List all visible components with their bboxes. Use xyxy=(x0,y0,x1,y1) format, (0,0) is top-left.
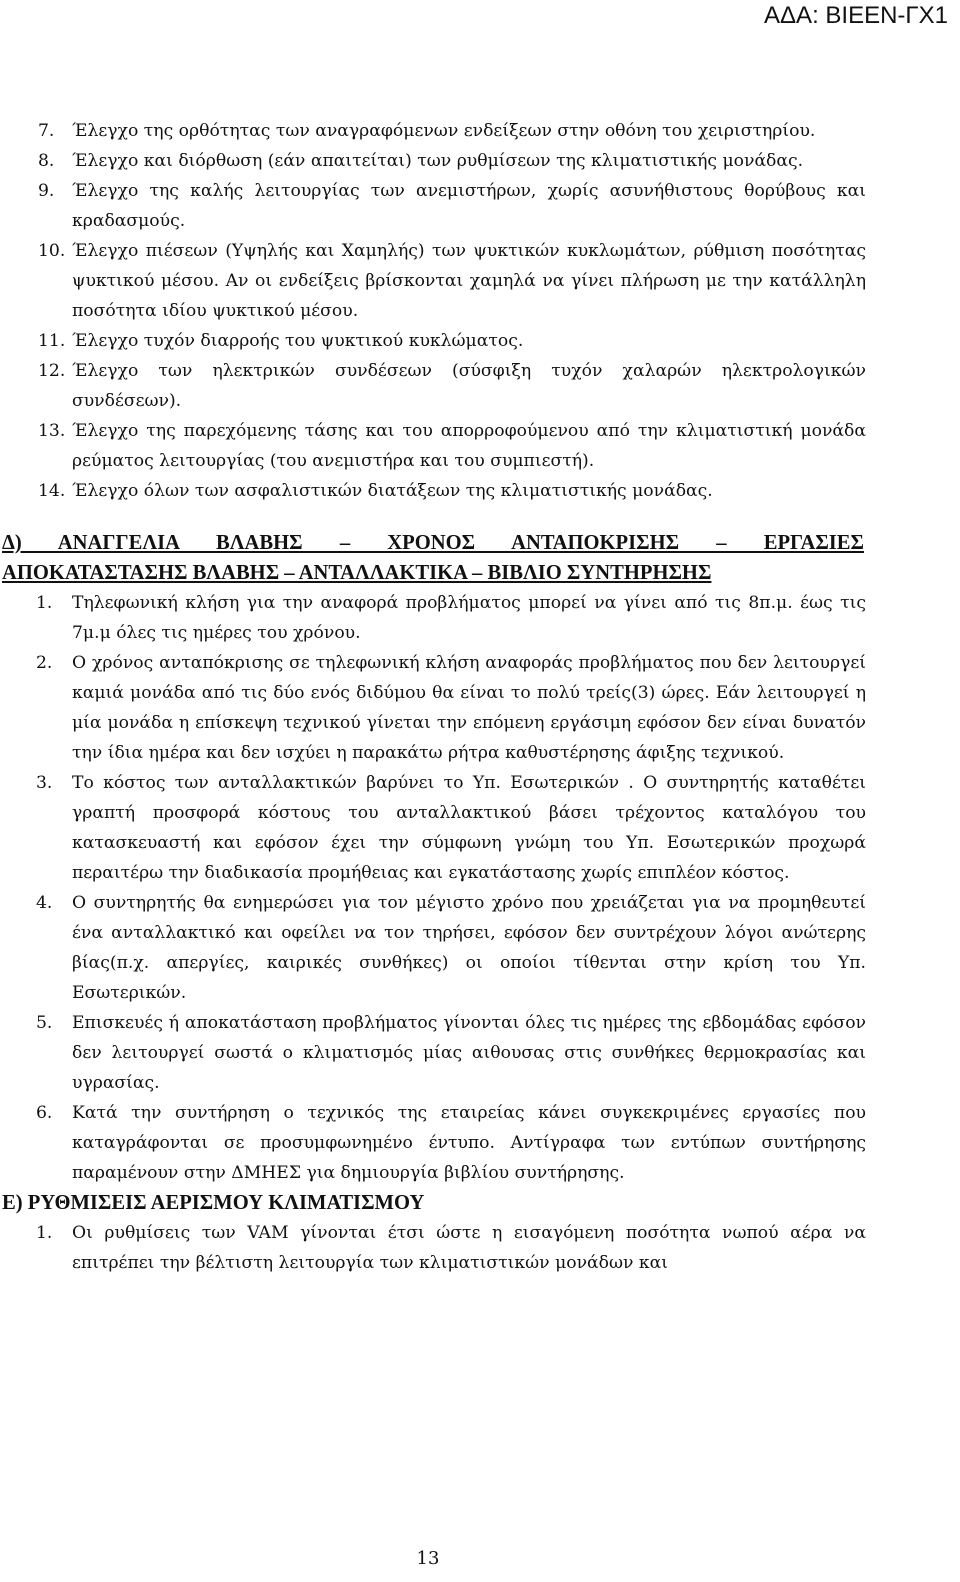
item-number: 7. xyxy=(38,121,55,141)
list-item xyxy=(0,146,960,176)
item-text: Κατά την συντήρηση ο τεχνικός της εταιρείας κάνει συγκεκριμένες εργασίες που καταγράφονται σε προσυμφωνημένο έντυπο. Αντίγραφα των εντύπων συντήρησης παραμένουν στην ΔΜΗΕΣ για δημιουργία βιβλίου συντήρησης. xyxy=(72,1103,866,1183)
item-number: 1. xyxy=(36,1223,53,1243)
item-number: 9. xyxy=(38,181,55,201)
page-number: 13 xyxy=(416,1548,440,1569)
item-text: Έλεγχο της καλής λειτουργίας των ανεμιστήρων, χωρίς ασυνήθιστους θορύβους και κραδασμούς. xyxy=(72,181,866,231)
section-d-heading xyxy=(0,528,960,588)
item-text: Έλεγχο της παρεχόμενης τάσης και του απορροφούμενου από την κλιματιστική μονάδα ρεύματος λειτουργίας (του ανεμιστήρα και του συμπιεστή). xyxy=(72,421,866,471)
item-number: 11. xyxy=(38,331,66,351)
item-text: Τηλεφωνική κλήση για την αναφορά προβλήματος μπορεί να γίνει από τις 8π.μ. έως τις 7μ.μ όλες τις ημέρες του χρόνου. xyxy=(72,593,866,643)
item-number: 8. xyxy=(38,151,55,171)
section-e-heading: Ε) ΡΥΘΜΙΣΕΙΣ ΑΕΡΙΣΜΟΥ ΚΛΙΜΑΤΙΣΜΟΥ xyxy=(2,1192,425,1214)
item-text: Έλεγχο τυχόν διαρροής του ψυκτικού κυκλώματος. xyxy=(72,331,524,351)
item-text: Έλεγχο των ηλεκτρικών συνδέσεων (σύσφιξη τυχόν χαλαρών ηλεκτρολογικών συνδέσεων). xyxy=(72,361,866,411)
item-number: 13. xyxy=(38,421,66,441)
section-d-heading-line2: ΑΠΟΚΑΤΑΣΤΑΣΗΣ ΒΛΑΒΗΣ – ΑΝΤΑΛΛΑΚΤΙΚΑ – ΒΙΒΛΙΟ ΣΥΝΤΗΡΗΣΗΣ xyxy=(2,562,712,584)
item-text: Έλεγχο της ορθότητας των αναγραφόμενων ενδείξεων στην οθόνη του χειριστηρίου. xyxy=(72,121,816,141)
item-number: 12. xyxy=(38,361,66,381)
item-number: 3. xyxy=(36,773,53,793)
list-item xyxy=(0,116,960,146)
document-page xyxy=(0,116,960,1278)
list-item xyxy=(0,588,960,648)
item-text: Ο συντηρητής θα ενημερώσει για τον μέγιστο χρόνο που χρειάζεται για να προμηθευτεί ένα ανταλλακτικό και οφείλει να τον τηρήσει, εφόσον δεν συντρέχουν λόγοι ανώτερης βίας(π.χ. απεργίες, καιρικές συνθήκες) οι οποίοι τίθενται στην κρίση του Υπ. Εσωτερικών. xyxy=(72,893,866,1003)
item-text: Το κόστος των ανταλλακτικών βαρύνει το Υπ. Εσωτερικών . Ο συντηρητής καταθέτει γραπτή προσφορά κόστους του ανταλλακτικού βάσει τρέχοντος καταλόγου του κατασκευαστή και εφόσον έχει την σύμφωνη γνώμη του Υπ. Εσωτερικών προχωρά περαιτέρω την διαδικασία προμήθειας και εγκατάστασης χωρίς επιπλέον κόστος. xyxy=(72,773,866,883)
maintenance-checklist xyxy=(0,116,960,506)
item-text: Επισκευές ή αποκατάσταση προβλήματος γίνονται όλες τις ημέρες της εβδομάδας εφόσον δεν λειτουργεί σωστά ο κλιματισμός μίας αιθουσας στις συνθήκες θερμοκρασίας και υγρασίας. xyxy=(72,1013,866,1093)
list-item xyxy=(0,1098,960,1188)
list-item xyxy=(0,1008,960,1098)
list-item xyxy=(0,416,960,476)
item-number: 10. xyxy=(38,241,66,261)
list-item xyxy=(0,648,960,768)
list-item xyxy=(0,1218,960,1278)
item-number: 5. xyxy=(36,1013,53,1033)
list-item xyxy=(0,768,960,888)
ada-code: ΑΔΑ: ΒΙΕΕΝ-ΓΧ1 xyxy=(764,2,948,29)
list-item xyxy=(0,236,960,326)
item-text: Έλεγχο όλων των ασφαλιστικών διατάξεων της κλιματιστικής μονάδας. xyxy=(72,481,713,501)
item-number: 2. xyxy=(36,653,53,673)
item-number: 6. xyxy=(36,1103,53,1123)
item-text: Ο χρόνος ανταπόκρισης σε τηλεφωνική κλήση αναφοράς προβλήματος που δεν λειτουργεί καμιά μονάδα από τις δύο ενός διδύμου θα είναι το πολύ τρείς(3) ώρες. Εάν λειτουργεί η μία μονάδα η επίσκεψη τεχνικού γίνεται την επόμενη εργάσιμη εφόσον δεν είναι δυνατόν την ίδια ημέρα και δεν ισχύει η παρακάτω ρήτρα καθυστέρησης άφιξης τεχνικού. xyxy=(72,653,866,763)
list-item xyxy=(0,326,960,356)
item-number: 1. xyxy=(36,593,53,613)
section-d-heading-line1: Δ) ΑΝΑΓΓΕΛΙΑ ΒΛΑΒΗΣ – ΧΡΟΝΟΣ ΑΝΤΑΠΟΚΡΙΣΗΣ – ΕΡΓΑΣΙΕΣ xyxy=(2,532,864,554)
list-item xyxy=(0,176,960,236)
list-item xyxy=(0,356,960,416)
item-number: 14. xyxy=(38,481,66,501)
item-number: 4. xyxy=(36,893,53,913)
item-text: Έλεγχο πιέσεων (Υψηλής και Χαμηλής) των ψυκτικών κυκλωμάτων, ρύθμιση ποσότητας ψυκτικού μέσου. Αν οι ενδείξεις βρίσκονται χαμηλά να γίνει πλήρωση με την κατάλληλη ποσότητα ιδίου ψυκτικού μέσου. xyxy=(72,241,866,321)
ventilation-settings-list xyxy=(0,1218,960,1278)
item-text: Οι ρυθμίσεις των VAM γίνονται έτσι ώστε η εισαγόμενη ποσότητα νωπού αέρα να επιτρέπει την βέλτιστη λειτουργία των κλιματιστικών μονάδων και xyxy=(72,1223,866,1273)
list-item xyxy=(0,476,960,506)
list-item xyxy=(0,888,960,1008)
fault-reporting-list xyxy=(0,588,960,1188)
item-text: Έλεγχο και διόρθωση (εάν απαιτείται) των ρυθμίσεων της κλιματιστικής μονάδας. xyxy=(72,151,804,171)
